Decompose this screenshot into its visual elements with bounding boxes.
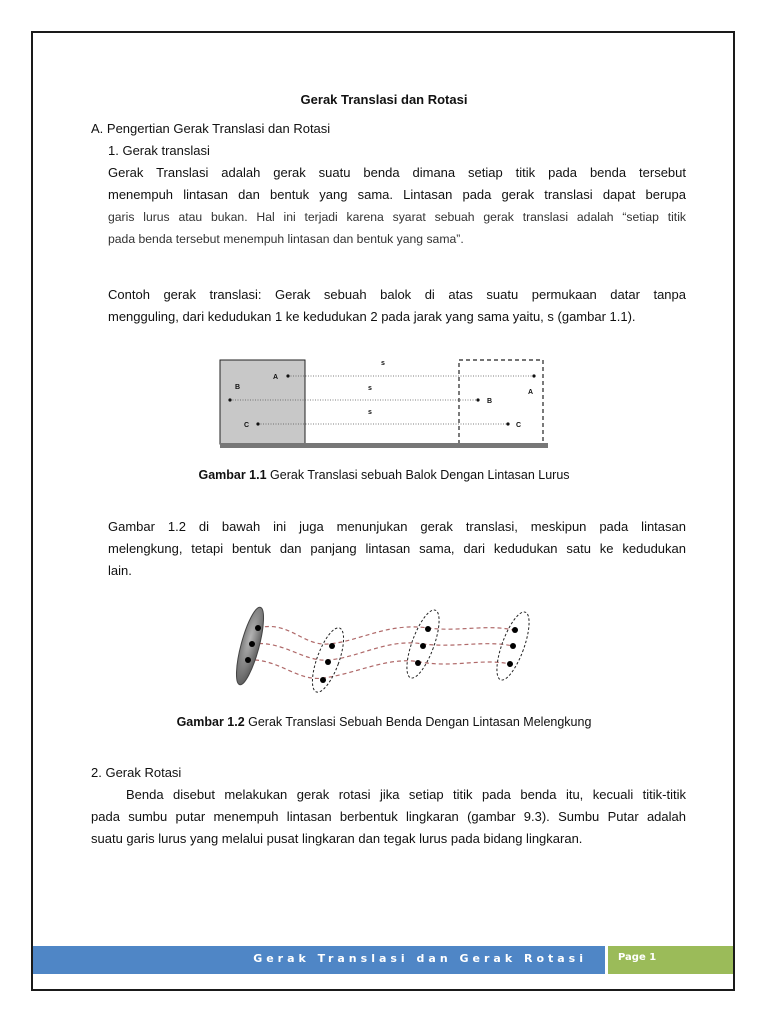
figure-1-2-caption-text: Gerak Translasi Sebuah Benda Dengan Lintasan Melengkung [244, 715, 592, 729]
page-number: Page 1 [618, 952, 657, 963]
figure-1-1-caption-label: Gambar 1.1 [198, 468, 267, 482]
paragraph-2-line-2: mengguling, dari kedudukan 1 ke kedudukan 2 pada jarak yang sama yaitu, s (gambar 1.1). [108, 309, 636, 324]
figure-1-2-curved-translation [228, 600, 538, 700]
paragraph-1-line-3: garis lurus atau bukan. Hal ini terjadi karena syarat sebuah gerak translasi adalah “setiap titik [108, 210, 686, 224]
paragraph-1-line-1: Gerak Translasi adalah gerak suatu benda dimana setiap titik pada benda tersebut [108, 165, 686, 180]
figure-1-1-block-translation [216, 352, 552, 452]
label-c-end: C [516, 422, 522, 429]
subsection-2-heading: 2. Gerak Rotasi [91, 765, 182, 780]
paragraph-4-line-3: suatu garis lurus yang melalui pusat lingkaran dan tegak lurus pada bidang lingkaran. [91, 831, 583, 846]
figure-1-1-caption [0, 468, 768, 482]
section-a-heading: A. Pengertian Gerak Translasi dan Rotasi [91, 121, 331, 136]
label-s-middle: s [368, 385, 372, 392]
paragraph-3-line-2: melengkung, tetapi bentuk dan panjang lintasan sama, dari kedudukan satu ke kedudukan [108, 541, 686, 556]
figure-1-1-caption-text: Gerak Translasi sebuah Balok Dengan Lintasan Lurus [266, 468, 570, 482]
label-c-start: C [244, 422, 250, 429]
figure-1-2-caption-label: Gambar 1.2 [176, 715, 245, 729]
footer-title: Gerak Translasi dan Gerak Rotasi [253, 952, 587, 965]
label-a-start: A [273, 374, 279, 381]
footer-title-bar [33, 946, 605, 974]
paragraph-4-line-2: pada sumbu putar menempuh lintasan berbentuk lingkaran (gambar 9.3). Sumbu Putar adalah [91, 809, 686, 824]
paragraph-1-line-2: menempuh lintasan dan bentuk yang sama. Lintasan pada gerak translasi dapat berupa [108, 187, 686, 202]
document-title: Gerak Translasi dan Rotasi [300, 92, 468, 107]
paragraph-2-line-1: Contoh gerak translasi: Gerak sebuah balok di atas suatu permukaan datar tanpa [108, 287, 686, 302]
subsection-1-heading: 1. Gerak translasi [108, 143, 210, 158]
paragraph-3-line-3: lain. [108, 563, 132, 578]
page-footer [33, 946, 733, 974]
label-s-bottom: s [368, 409, 372, 416]
label-s-top: s [381, 360, 385, 367]
footer-page-box [608, 946, 733, 974]
figure-1-2-caption [0, 715, 768, 729]
paragraph-1-line-4: pada benda tersebut menempuh lintasan dan bentuk yang sama”. [108, 232, 464, 246]
label-b-end: B [487, 398, 493, 405]
paragraph-4-line-1: Benda disebut melakukan gerak rotasi jika setiap titik pada benda itu, kecuali titik-titik [126, 787, 686, 802]
label-b-start: B [235, 384, 241, 391]
paragraph-3-line-1: Gambar 1.2 di bawah ini juga menunjukan gerak translasi, meskipun pada lintasan [108, 519, 686, 534]
label-a-end: A [528, 389, 534, 396]
